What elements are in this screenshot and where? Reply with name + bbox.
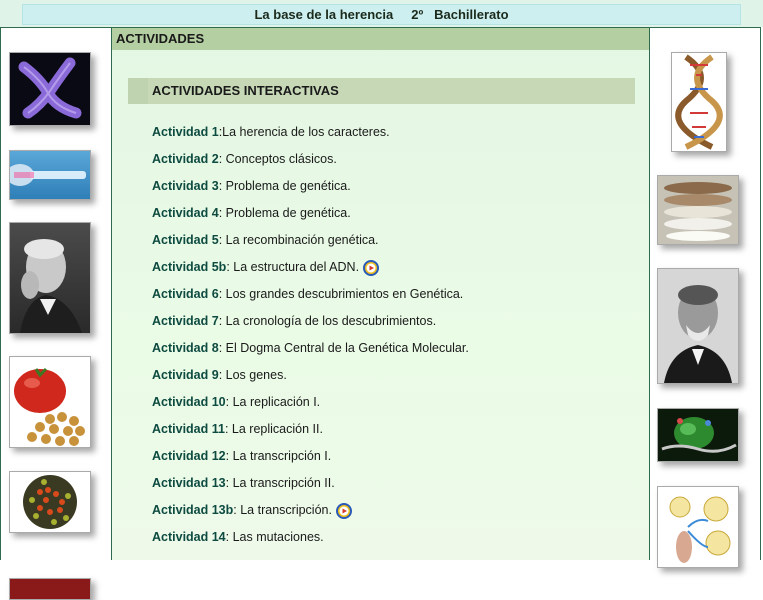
- course-name: Bachillerato: [434, 7, 509, 22]
- activity-title: La estructura del ADN.: [233, 260, 360, 274]
- activity-title: La replicación I.: [232, 395, 321, 409]
- activity-link[interactable]: Actividad 8: [152, 341, 219, 355]
- activity-separator: :: [225, 449, 233, 463]
- activity-separator: :: [225, 476, 233, 490]
- syringe-injection-image: [9, 150, 91, 200]
- activity-separator: :: [225, 530, 233, 544]
- activity-separator: :: [218, 287, 226, 301]
- activity-link[interactable]: Actividad 14: [152, 530, 226, 544]
- activity-link[interactable]: Actividad 4: [152, 206, 219, 220]
- play-icon[interactable]: [336, 503, 352, 519]
- activity-item[interactable]: [152, 529, 324, 545]
- activity-link[interactable]: Actividad 13b: [152, 503, 234, 517]
- course-level: 2º: [411, 7, 424, 22]
- activity-link[interactable]: Actividad 10: [152, 395, 226, 409]
- activity-title: La herencia de los caracteres.: [222, 125, 390, 139]
- subsection-tab: [128, 78, 148, 104]
- activity-item[interactable]: [152, 340, 469, 356]
- activity-separator: :: [218, 341, 226, 355]
- activity-link[interactable]: Actividad 13: [152, 476, 226, 490]
- activity-title: La transcripción I.: [232, 449, 332, 463]
- section-title: ACTIVIDADES: [112, 28, 649, 50]
- activity-link[interactable]: Actividad 5: [152, 233, 219, 247]
- cell-division-diagram-image: [657, 486, 739, 568]
- activity-title: La transcripción.: [240, 503, 332, 517]
- tomato-and-peas-image: [9, 356, 91, 448]
- activity-link[interactable]: Actividad 7: [152, 314, 219, 328]
- activity-separator: :: [218, 314, 226, 328]
- left-image-column: [1, 28, 111, 560]
- activity-link[interactable]: Actividad 5b: [152, 260, 227, 274]
- partial-image: [9, 578, 91, 600]
- activity-item[interactable]: [152, 124, 390, 140]
- scientist-portrait: [657, 268, 739, 384]
- activity-item[interactable]: [152, 151, 337, 167]
- activity-item[interactable]: [152, 448, 331, 464]
- activity-separator: :: [218, 368, 226, 382]
- subsection-title: ACTIVIDADES INTERACTIVAS: [148, 78, 635, 104]
- chromosome-image: [9, 52, 91, 126]
- activity-title: La transcripción II.: [232, 476, 335, 490]
- activity-separator: :: [218, 233, 226, 247]
- activity-item[interactable]: [152, 232, 379, 248]
- activity-link[interactable]: Actividad 3: [152, 179, 219, 193]
- activity-item[interactable]: [152, 475, 335, 491]
- activity-link[interactable]: Actividad 11: [152, 422, 225, 436]
- color-blindness-test-image: [9, 471, 91, 533]
- activity-link[interactable]: Actividad 6: [152, 287, 219, 301]
- elderly-scientist-portrait: [9, 222, 91, 334]
- play-icon[interactable]: [363, 260, 379, 276]
- activity-title: Las mutaciones.: [232, 530, 324, 544]
- activity-link[interactable]: Actividad 2: [152, 152, 219, 166]
- activity-separator: :: [233, 503, 241, 517]
- activity-title: Los grandes descubrimientos en Genética.: [225, 287, 464, 301]
- activity-separator: :: [218, 179, 226, 193]
- activity-item[interactable]: [152, 259, 379, 276]
- activity-item[interactable]: [152, 421, 323, 437]
- activity-separator: :: [225, 395, 233, 409]
- activity-title: La replicación II.: [231, 422, 323, 436]
- dna-helix-image: [671, 52, 727, 152]
- activity-title: La cronología de los descubrimientos.: [225, 314, 437, 328]
- activity-separator: :: [218, 125, 223, 139]
- activity-title: Problema de genética.: [225, 206, 351, 220]
- activity-item[interactable]: [152, 367, 287, 383]
- right-image-column: [650, 28, 760, 560]
- activity-link[interactable]: Actividad 1: [152, 125, 219, 139]
- activity-item[interactable]: [152, 313, 436, 329]
- activity-link[interactable]: Actividad 9: [152, 368, 219, 382]
- activity-separator: :: [218, 152, 226, 166]
- activity-item[interactable]: [152, 286, 463, 302]
- activity-title: La recombinación genética.: [225, 233, 379, 247]
- activity-title: Problema de genética.: [225, 179, 351, 193]
- activity-title: El Dogma Central de la Genética Molecular.: [225, 341, 469, 355]
- activity-item[interactable]: [152, 502, 352, 519]
- activity-item[interactable]: [152, 178, 351, 194]
- activity-separator: :: [224, 422, 232, 436]
- activity-item[interactable]: [152, 205, 351, 221]
- title-bar: [0, 0, 763, 27]
- page-title: [22, 4, 741, 25]
- activity-separator: :: [218, 206, 226, 220]
- pressed-specimens-image: [657, 175, 739, 245]
- main-content: [112, 28, 649, 560]
- activity-title: Conceptos clásicos.: [225, 152, 337, 166]
- activity-separator: :: [226, 260, 234, 274]
- activity-title: Los genes.: [225, 368, 287, 382]
- page-title-text: La base de la herencia: [254, 7, 394, 22]
- molecular-model-image: [657, 408, 739, 462]
- activity-item[interactable]: [152, 394, 320, 410]
- activity-link[interactable]: Actividad 12: [152, 449, 226, 463]
